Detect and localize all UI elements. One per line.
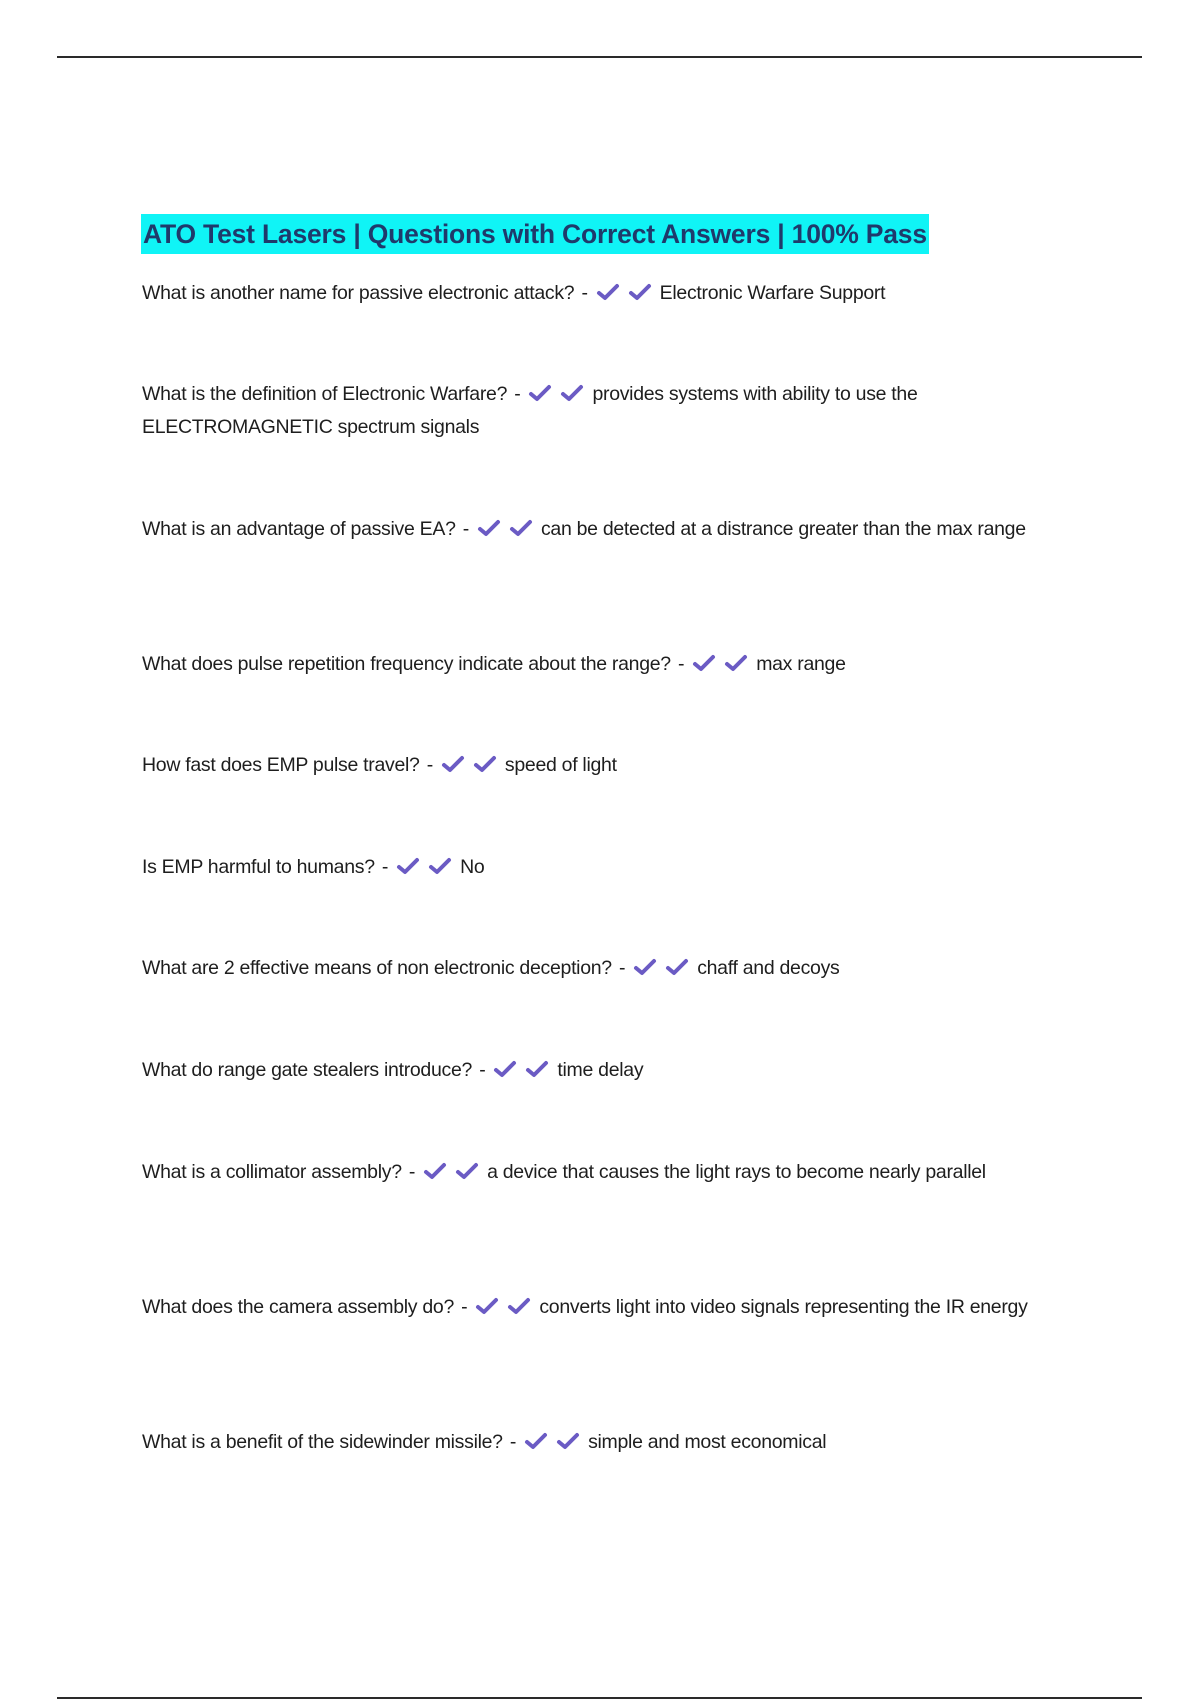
- qa-item: [142, 1426, 1042, 1459]
- question-text: What does pulse repetition frequency indicate about the range?: [142, 653, 671, 675]
- qa-item: [142, 1291, 1042, 1324]
- check-mark-icon: [475, 1296, 501, 1316]
- header-rule: [57, 56, 1142, 58]
- check-mark-icon: [556, 1431, 582, 1451]
- check-mark-icon: [509, 518, 535, 538]
- answer-text: max range: [756, 653, 846, 675]
- question-text: What is an advantage of passive EA?: [142, 518, 456, 540]
- check-mark-icon: [428, 856, 454, 876]
- answer-text: speed of light: [504, 754, 617, 776]
- check-mark-icon: [596, 282, 622, 302]
- check-mark-icon: [396, 856, 422, 876]
- check-mark-icon: [665, 957, 691, 977]
- answer-text: can be detected at a distrance greater than the max range: [540, 518, 1026, 540]
- qa-item: [142, 277, 1042, 310]
- qa-item: [142, 1054, 1042, 1087]
- separator: -: [514, 383, 521, 405]
- check-mark-icon: [560, 383, 586, 403]
- answer-text: simple and most economical: [588, 1431, 827, 1453]
- question-text: How fast does EMP pulse travel?: [142, 754, 420, 776]
- check-mark-icon: [507, 1296, 533, 1316]
- qa-item: [142, 851, 1042, 884]
- check-mark-icon: [473, 754, 499, 774]
- qa-item: [142, 648, 1042, 681]
- separator: -: [408, 1161, 416, 1183]
- question-text: What is another name for passive electronic attack?: [142, 282, 575, 304]
- check-mark-icon: [633, 957, 659, 977]
- check-mark-icon: [524, 1431, 550, 1451]
- answer-text: converts light into video signals representing the IR energy: [539, 1296, 1028, 1318]
- check-mark-icon: [493, 1059, 519, 1079]
- separator: -: [462, 518, 469, 540]
- qa-item: [142, 513, 1042, 546]
- question-text: Is EMP harmful to humans?: [142, 856, 375, 878]
- answer-text: a device that causes the light rays to become nearly parallel: [487, 1161, 986, 1183]
- answer-text: chaff and decoys: [697, 957, 840, 979]
- footer-rule: [57, 1697, 1142, 1699]
- check-mark-icon: [724, 653, 750, 673]
- qa-item: [142, 749, 1042, 782]
- check-mark-icon: [528, 383, 554, 403]
- question-text: What do range gate stealers introduce?: [142, 1059, 473, 1081]
- answer-text: time delay: [557, 1059, 644, 1081]
- check-mark-icon: [455, 1161, 481, 1181]
- answer-text: Electronic Warfare Support: [659, 282, 886, 304]
- title-highlight: [141, 214, 929, 254]
- answer-text: No: [460, 856, 485, 878]
- question-text: What does the camera assembly do?: [142, 1296, 455, 1318]
- question-text: What is a benefit of the sidewinder missile?: [142, 1431, 503, 1453]
- separator: -: [381, 856, 389, 878]
- separator: -: [618, 957, 626, 979]
- qa-item: [142, 1156, 1042, 1189]
- qa-item: [142, 952, 1042, 985]
- separator: -: [479, 1059, 486, 1081]
- check-mark-icon: [692, 653, 718, 673]
- separator: -: [677, 653, 685, 675]
- check-mark-icon: [628, 282, 654, 302]
- check-mark-icon: [525, 1059, 551, 1079]
- question-text: What are 2 effective means of non electronic deception?: [142, 957, 612, 979]
- question-text: What is the definition of Electronic Warfare?: [142, 383, 508, 405]
- check-mark-icon: [423, 1161, 449, 1181]
- check-mark-icon: [477, 518, 503, 538]
- answer-text: provides systems with ability to use the ELECTROMAGNETIC spectrum signals: [142, 383, 918, 438]
- separator: -: [581, 282, 588, 304]
- question-text: What is a collimator assembly?: [142, 1161, 402, 1183]
- separator: -: [461, 1296, 468, 1318]
- check-mark-icon: [441, 754, 467, 774]
- document-title: ATO Test Lasers | Questions with Correct Answers | 100% Pass: [143, 218, 927, 249]
- separator: -: [426, 754, 433, 776]
- separator: -: [509, 1431, 517, 1453]
- qa-item: [142, 378, 1042, 444]
